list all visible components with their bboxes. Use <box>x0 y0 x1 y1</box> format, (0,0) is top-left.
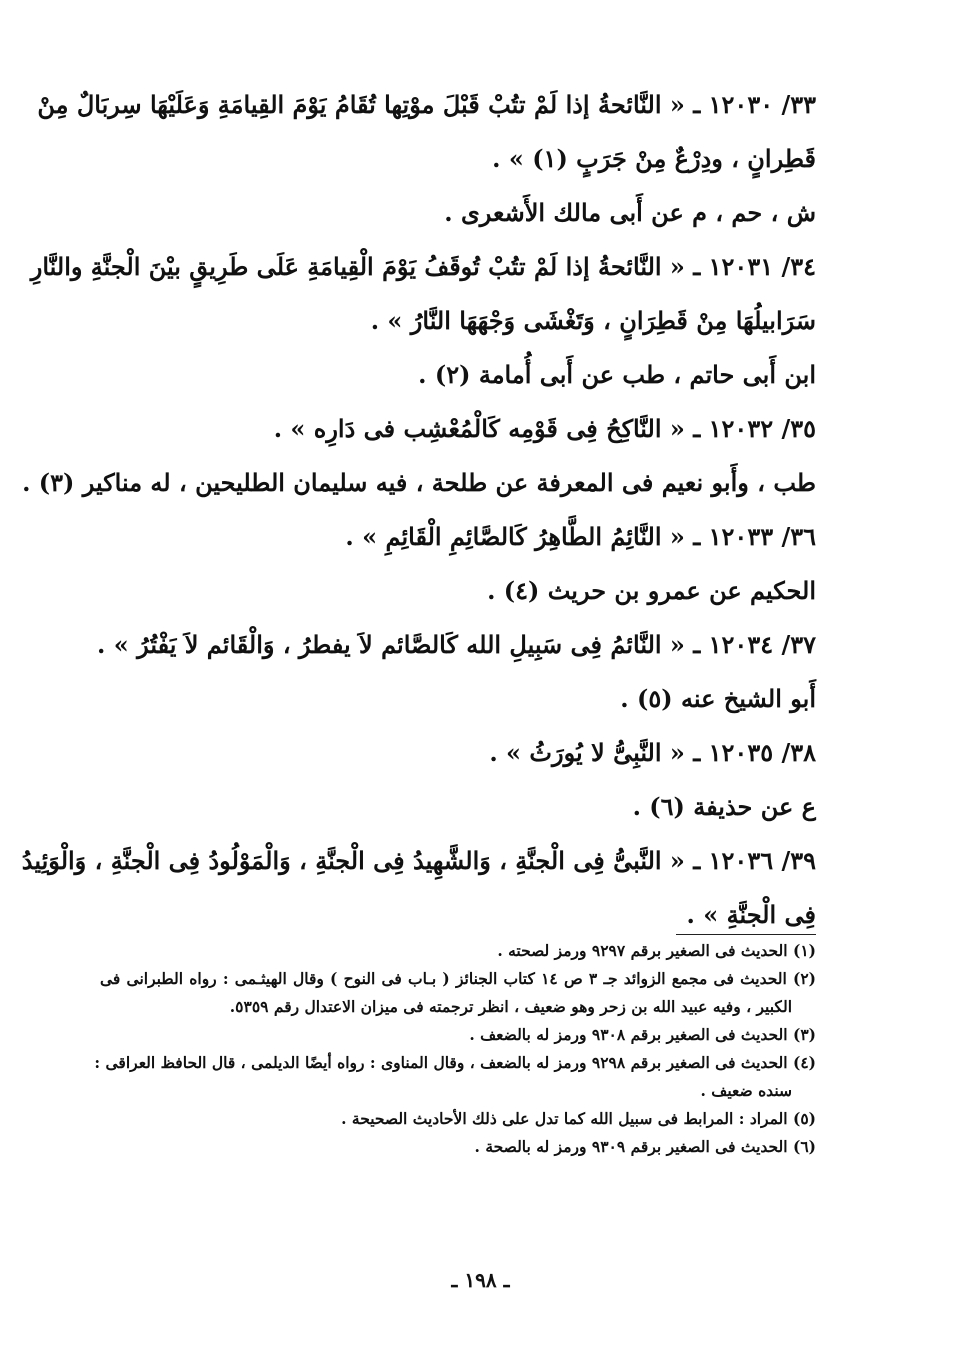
page-number: ـ ١٩٨ ـ <box>451 1268 510 1292</box>
hadith-source: الحكيم عن عمرو بن حريث (٤) . <box>487 576 816 605</box>
hadith-entry <box>30 240 816 348</box>
hadith-source: ابن أَبى حاتم ، طب عن أَبى أُمامة (٢) . <box>418 360 816 389</box>
footnote-line: (٢) الحديث فى مجمع الزوائد جـ ٣ ص ١٤ كتاب الجنائز ( بـاب فى النوح ) وقال الهيثـمى : رواه الطبرانى فى <box>100 969 816 988</box>
footnotes <box>94 937 816 1161</box>
footnote-line: (٥) المراد : المرابط فى سبيل الله كما تدل على ذلك الأحاديث الصحيحة . <box>341 1109 816 1128</box>
footnote-line: الكبير ، وفيه عبيد الله بن زحر وهو ضعيف ، انظر ترجمته فى ميزان الاعتدال رقم ٥٣٥٩. <box>229 997 792 1016</box>
hadith-line: فِى الْجنَّةِ » . <box>686 900 816 929</box>
hadith-entry <box>100 402 816 456</box>
hadith-line: ٣٥/ ١٢٠٣٢ ـ « النَّاكِحُ فِى قَوْمِه كَالْمُعْشِب فى دَارِه » . <box>273 414 816 443</box>
hadith-line: قَطِرانٍ ، ودِرْعٌ مِنْ جَرَبٍ (١) » . <box>492 144 816 173</box>
footnote-line: (٣) الحديث فى الصغير برقم ٩٣٠٨ ورمز له بالضعف . <box>469 1025 816 1044</box>
hadith-entry <box>100 726 816 780</box>
hadith-source: أَبو الشيخ عنه (٥) . <box>620 684 816 713</box>
main-text <box>21 78 816 942</box>
footnote-line: سنده ضعيف . <box>700 1081 792 1100</box>
hadith-line: ٣٦/ ١٢٠٣٣ ـ « النَّائِمُ الطَّاهِرُ كَالصَّائِمِ الْقَائِمِ » . <box>345 522 816 551</box>
footnote-line: (٤) الحديث فى الصغير برقم ٩٢٩٨ ورمز له بالضعف ، وقال المناوى : رواه أيضًا الديلمى ، قال الحافظ العراقى : <box>94 1053 816 1072</box>
hadith-line: ٣٤/ ١٢٠٣١ ـ « النَّائحةُ إذا لَمْ تتُبْ تُوقَفُ يَوْمَ الْقِيامَةِ عَلَى طَرِيقٍ بيْنَ الْجنَّةِ والنَّارِ <box>30 252 816 281</box>
hadith-source: ع عن حذيفة (٦) . <box>632 792 816 821</box>
hadith-entry <box>21 834 816 942</box>
hadith-source: طب ، وأَبو نعيم فى المعرفة عن طلحة ، فيه سليمان الطليحين ، له مناكير (٣) . <box>22 468 816 497</box>
footnote-line: (١) الحديث فى الصغير برقم ٩٢٩٧ ورمز لصحته . <box>497 941 816 960</box>
hadith-entry <box>97 618 816 672</box>
hadith-line: ٣٧/ ١٢٠٣٤ ـ « النَّائمُ فِى سَبِيلِ الله كَالصَّائم لاَ يفطرُ ، وَالْقَائم لاَ يَفْتُرُ » . <box>97 630 816 659</box>
hadith-source: ش ، حم ، م عن أَبى مالك الأَشعرى . <box>444 198 816 227</box>
hadith-line: ٣٣/ ١٢٠٣٠ ـ « النَّائحةُ إذا لَمْ تتُبْ قَبْلَ موْتِها تُقَامُ يَوْمَ القِيامَةِ وَعَلَيْهَا سِربَالٌ مِنْ <box>37 90 816 119</box>
footnote-separator <box>676 934 816 935</box>
footnote-line: (٦) الحديث فى الصغير برقم ٩٣٠٩ ورمز له بالصحة . <box>474 1137 816 1156</box>
hadith-entry <box>100 510 816 564</box>
hadith-line: ٣٩/ ١٢٠٣٦ ـ « النَّبىُّ فِى الْجنَّةِ ، وَالشَّهِيدُ فِى الْجنَّةِ ، وَالْمَوْلُودُ فِى الْجنَّةِ ، وَالْوَئِيدُ <box>21 846 816 875</box>
hadith-entry <box>37 78 816 186</box>
hadith-line: ٣٨/ ١٢٠٣٥ ـ « النَّبِىُّ لا يُورَثُ » . <box>489 738 816 767</box>
hadith-line: سَرَابيلُهَا مِنْ قَطِرَانٍ ، وَتَغْشَى وَجْهَهَا النَّارُ » . <box>370 306 816 335</box>
